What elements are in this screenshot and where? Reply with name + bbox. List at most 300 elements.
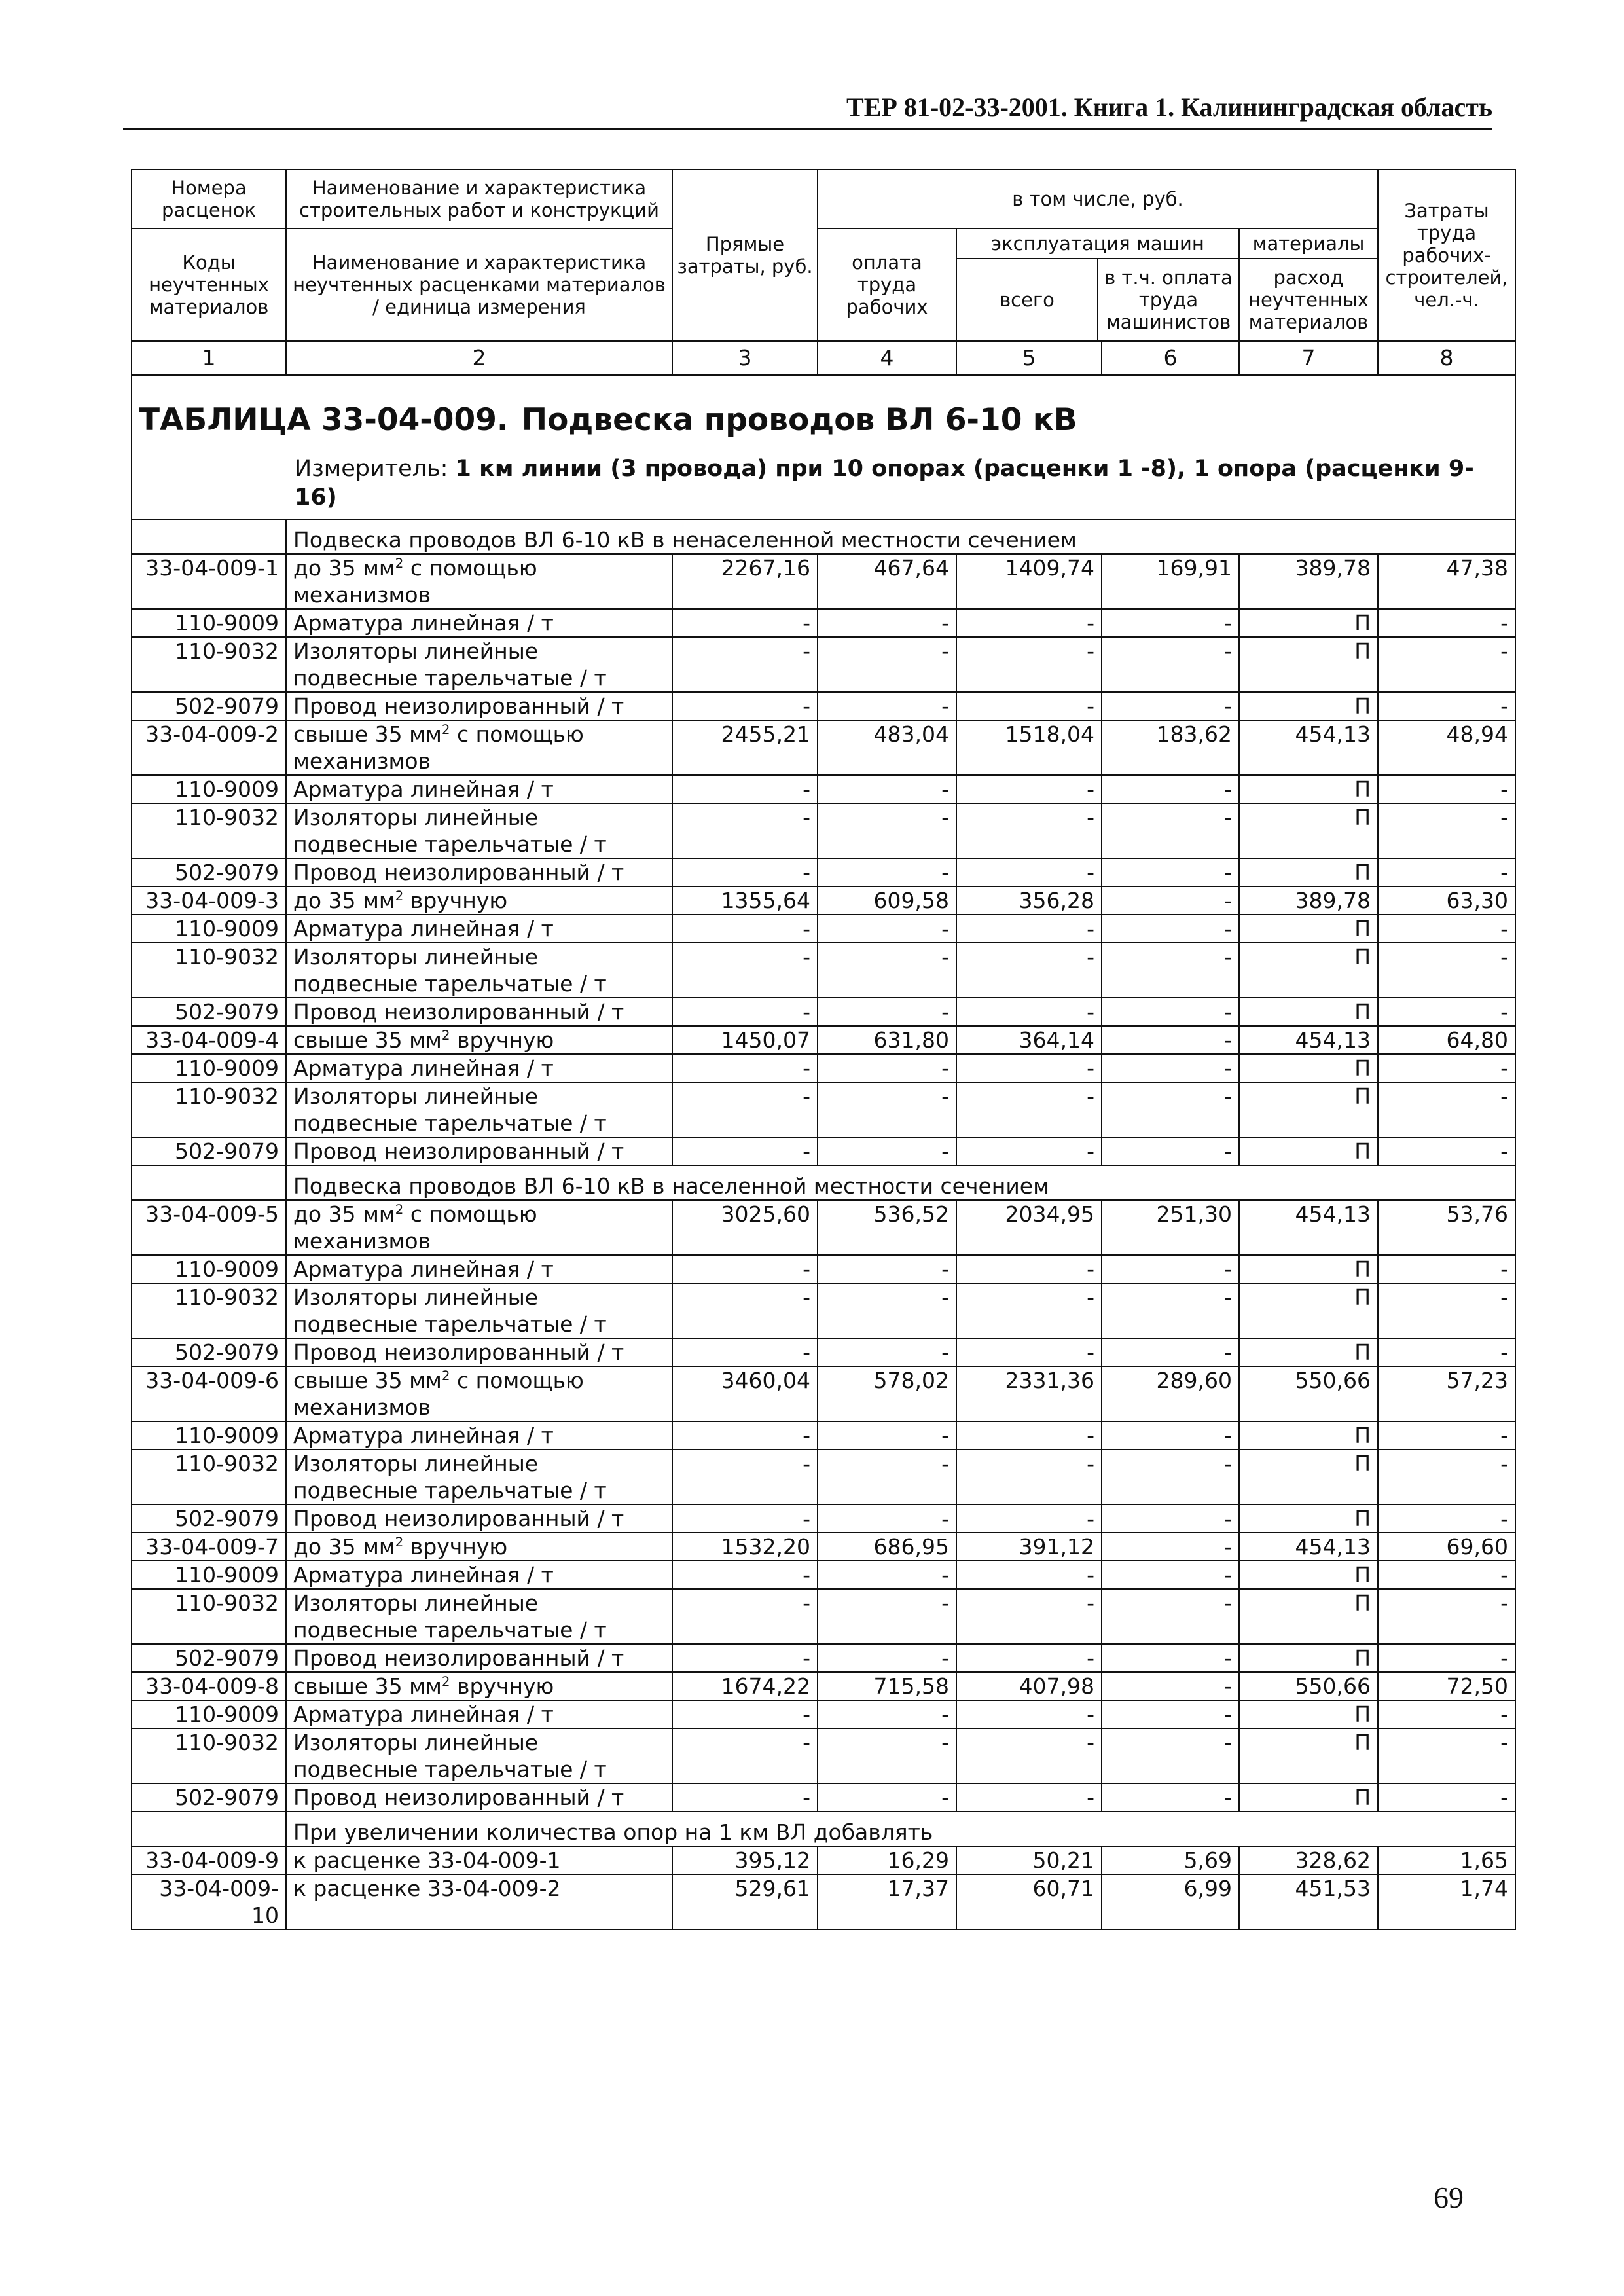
worker-pay: 715,58 xyxy=(818,1672,956,1700)
dash-value: - xyxy=(672,609,818,637)
header-materials-consumption: расход неучтенных материалов xyxy=(1248,266,1369,333)
table-meter xyxy=(295,454,1508,512)
materials-cost: 550,66 xyxy=(1239,1672,1378,1700)
worker-pay: 686,95 xyxy=(818,1533,956,1561)
table-title xyxy=(139,402,1508,439)
material-code: 502-9079 xyxy=(132,998,286,1026)
material-row xyxy=(132,1421,1515,1449)
dash-value: - xyxy=(818,1338,956,1366)
rate-name: до 35 $мм^2$ с помощью механизмов xyxy=(286,1200,672,1255)
machinist-pay: 289,60 xyxy=(1102,1366,1239,1421)
material-code: 502-9079 xyxy=(132,1504,286,1533)
section-heading-row xyxy=(132,519,1515,554)
dash-value: - xyxy=(672,915,818,943)
material-name: Изоляторы линейные подвесные тарельчатые / т xyxy=(286,1449,672,1504)
superscript: 2 xyxy=(395,1202,404,1217)
machines-total: 2331,36 xyxy=(956,1366,1102,1421)
column-number-4: 4 xyxy=(818,341,956,375)
dash-value: - xyxy=(956,692,1102,720)
dash-value: - xyxy=(1378,1255,1515,1283)
rate-code: 33-04-009-1 xyxy=(132,554,286,609)
machinist-pay: 251,30 xyxy=(1102,1200,1239,1255)
section-heading-row xyxy=(132,1165,1515,1200)
dash-value: - xyxy=(1378,1783,1515,1812)
rate-name: к расценке 33-04-009-2 xyxy=(286,1874,672,1929)
machines-total: 50,21 xyxy=(956,1846,1102,1874)
machines-total: 60,71 xyxy=(956,1874,1102,1929)
p-mark: П xyxy=(1239,1255,1378,1283)
material-row xyxy=(132,858,1515,886)
rate-code: 33-04-009-9 xyxy=(132,1846,286,1874)
dash-value: - xyxy=(1102,915,1239,943)
dash-value: - xyxy=(818,1054,956,1082)
direct-costs: 2455,21 xyxy=(672,720,818,775)
dash-value: - xyxy=(672,1644,818,1672)
dash-value: - xyxy=(1378,1728,1515,1783)
rate-code: 33-04-009-10 xyxy=(132,1874,286,1929)
p-mark: П xyxy=(1239,943,1378,998)
dash-value: - xyxy=(956,637,1102,692)
dash-value: - xyxy=(956,858,1102,886)
labor-hours: 48,94 xyxy=(1378,720,1515,775)
p-mark: П xyxy=(1239,1082,1378,1137)
rate-code: 33-04-009-2 xyxy=(132,720,286,775)
material-row xyxy=(132,1255,1515,1283)
material-code: 110-9009 xyxy=(132,1700,286,1728)
material-name: Изоляторы линейные подвесные тарельчатые / т xyxy=(286,637,672,692)
dash-value: - xyxy=(1378,1137,1515,1165)
rate-code: 33-04-009-8 xyxy=(132,1672,286,1700)
material-code: 110-9032 xyxy=(132,1449,286,1504)
direct-costs: 2267,16 xyxy=(672,554,818,609)
dash-value: - xyxy=(672,1561,818,1589)
p-mark: П xyxy=(1239,1561,1378,1589)
direct-costs: 1355,64 xyxy=(672,886,818,915)
dash-value: - xyxy=(1378,1700,1515,1728)
labor-hours: 72,50 xyxy=(1378,1672,1515,1700)
rate-code: 33-04-009-5 xyxy=(132,1200,286,1255)
machines-total: 2034,95 xyxy=(956,1200,1102,1255)
machines-total: 407,98 xyxy=(956,1672,1102,1700)
dash-value: - xyxy=(1102,943,1239,998)
worker-pay: 536,52 xyxy=(818,1200,956,1255)
p-mark: П xyxy=(1239,1504,1378,1533)
rate-name: свыше 35 $мм^2$ вручную xyxy=(286,1672,672,1700)
dash-value: - xyxy=(956,915,1102,943)
rate-name: к расценке 33-04-009-1 xyxy=(286,1846,672,1874)
dash-value: - xyxy=(1378,1589,1515,1644)
p-mark: П xyxy=(1239,1644,1378,1672)
material-row xyxy=(132,1283,1515,1338)
dash-value: - xyxy=(1378,609,1515,637)
labor-hours: 57,23 xyxy=(1378,1366,1515,1421)
material-row xyxy=(132,1700,1515,1728)
labor-hours: 69,60 xyxy=(1378,1533,1515,1561)
material-row xyxy=(132,1561,1515,1589)
superscript: 2 xyxy=(441,1674,450,1689)
dash-value: - xyxy=(1102,1082,1239,1137)
worker-pay: 467,64 xyxy=(818,554,956,609)
dash-value: - xyxy=(1378,915,1515,943)
dash-value: - xyxy=(672,1700,818,1728)
dash-value: - xyxy=(1378,858,1515,886)
materials-cost: 454,13 xyxy=(1239,1533,1378,1561)
dash-value: - xyxy=(818,1728,956,1783)
section-heading-code-cell xyxy=(132,1812,286,1846)
dash-value: - xyxy=(1102,1054,1239,1082)
dash-value: - xyxy=(818,915,956,943)
dash-value: - xyxy=(956,609,1102,637)
material-code: 502-9079 xyxy=(132,1137,286,1165)
material-name: Изоляторы линейные подвесные тарельчатые / т xyxy=(286,943,672,998)
section-heading-code-cell xyxy=(132,1165,286,1200)
header-worker-pay: оплата труда рабочих xyxy=(818,228,956,341)
material-row xyxy=(132,609,1515,637)
superscript: 2 xyxy=(441,722,450,737)
labor-hours: 53,76 xyxy=(1378,1200,1515,1255)
rate-row xyxy=(132,886,1515,915)
material-name: Провод неизолированный / т xyxy=(286,858,672,886)
dash-value: - xyxy=(672,1338,818,1366)
header-rate-number: Номера расценок xyxy=(132,170,286,228)
dash-value: - xyxy=(672,1421,818,1449)
p-mark: П xyxy=(1239,609,1378,637)
machinist-pay: - xyxy=(1102,1026,1239,1054)
dash-value: - xyxy=(1102,803,1239,858)
machinist-pay: 6,99 xyxy=(1102,1874,1239,1929)
materials-cost: 454,13 xyxy=(1239,1026,1378,1054)
rate-row xyxy=(132,1366,1515,1421)
direct-costs: 529,61 xyxy=(672,1874,818,1929)
section-heading-row xyxy=(132,1812,1515,1846)
dash-value: - xyxy=(1378,1338,1515,1366)
meter-text: 1 км линии (3 провода) при 10 опорах (расценки 1 -8), 1 опора (расценки 9-16) xyxy=(295,456,1474,511)
machinist-pay: 169,91 xyxy=(1102,554,1239,609)
material-code: 110-9032 xyxy=(132,1082,286,1137)
material-row xyxy=(132,1644,1515,1672)
rate-row xyxy=(132,1846,1515,1874)
dash-value: - xyxy=(1378,775,1515,803)
material-code: 110-9032 xyxy=(132,1283,286,1338)
material-code: 110-9009 xyxy=(132,1561,286,1589)
meter-prefix: Измеритель: xyxy=(295,456,448,482)
dash-value: - xyxy=(956,1338,1102,1366)
p-mark: П xyxy=(1239,1589,1378,1644)
material-row xyxy=(132,637,1515,692)
direct-costs: 1450,07 xyxy=(672,1026,818,1054)
dash-value: - xyxy=(956,1421,1102,1449)
material-row xyxy=(132,692,1515,720)
rate-name: свыше 35 $мм^2$ вручную xyxy=(286,1026,672,1054)
materials-cost: 550,66 xyxy=(1239,1366,1378,1421)
p-mark: П xyxy=(1239,1054,1378,1082)
dash-value: - xyxy=(956,1700,1102,1728)
material-code: 110-9009 xyxy=(132,1054,286,1082)
material-code: 110-9009 xyxy=(132,1421,286,1449)
rate-name: свыше 35 $мм^2$ с помощью механизмов xyxy=(286,1366,672,1421)
material-name: Изоляторы линейные подвесные тарельчатые / т xyxy=(286,1728,672,1783)
column-number-2: 2 xyxy=(286,341,672,375)
dash-value: - xyxy=(818,1783,956,1812)
material-name: Изоляторы линейные подвесные тарельчатые / т xyxy=(286,1283,672,1338)
dash-value: - xyxy=(1102,775,1239,803)
machines-total: 391,12 xyxy=(956,1533,1102,1561)
dash-value: - xyxy=(956,1561,1102,1589)
p-mark: П xyxy=(1239,1449,1378,1504)
header-including: в том числе, руб. xyxy=(818,170,1378,228)
header-materials-label: материалы xyxy=(1240,229,1377,259)
direct-costs: 3460,04 xyxy=(672,1366,818,1421)
material-row xyxy=(132,1449,1515,1504)
header-work-name: Наименование и характеристика строительных работ и конструкций xyxy=(286,170,672,228)
material-code: 502-9079 xyxy=(132,858,286,886)
header-machines xyxy=(956,228,1239,341)
dash-value: - xyxy=(672,637,818,692)
rate-row xyxy=(132,1533,1515,1561)
machines-total: 1409,74 xyxy=(956,554,1102,609)
material-row xyxy=(132,1504,1515,1533)
material-name: Изоляторы линейные подвесные тарельчатые / т xyxy=(286,1082,672,1137)
dash-value: - xyxy=(1102,1700,1239,1728)
material-name: Провод неизолированный / т xyxy=(286,998,672,1026)
superscript: 2 xyxy=(441,1028,450,1043)
dash-value: - xyxy=(956,1054,1102,1082)
material-code: 110-9009 xyxy=(132,775,286,803)
header-machines-sub xyxy=(957,259,1238,340)
worker-pay: 631,80 xyxy=(818,1026,956,1054)
dash-value: - xyxy=(818,609,956,637)
material-name: Арматура линейная / т xyxy=(286,1255,672,1283)
rate-row xyxy=(132,1200,1515,1255)
materials-cost: 389,78 xyxy=(1239,886,1378,915)
table-name: Подвеска проводов ВЛ 6-10 кВ xyxy=(521,402,1077,438)
column-number-3: 3 xyxy=(672,341,818,375)
header-machines-total: всего xyxy=(957,259,1098,340)
worker-pay: 609,58 xyxy=(818,886,956,915)
rate-code: 33-04-009-3 xyxy=(132,886,286,915)
dash-value: - xyxy=(1102,692,1239,720)
labor-hours: 63,30 xyxy=(1378,886,1515,915)
materials-cost: 451,53 xyxy=(1239,1874,1378,1929)
material-code: 502-9079 xyxy=(132,1783,286,1812)
machinist-pay: - xyxy=(1102,1672,1239,1700)
dash-value: - xyxy=(818,1082,956,1137)
dash-value: - xyxy=(818,1561,956,1589)
dash-value: - xyxy=(1378,1561,1515,1589)
dash-value: - xyxy=(818,1644,956,1672)
dash-value: - xyxy=(672,1589,818,1644)
dash-value: - xyxy=(1102,1421,1239,1449)
material-row xyxy=(132,1728,1515,1783)
dash-value: - xyxy=(818,858,956,886)
direct-costs: 3025,60 xyxy=(672,1200,818,1255)
table-title-row xyxy=(132,375,1515,519)
dash-value: - xyxy=(956,1449,1102,1504)
rate-row xyxy=(132,1874,1515,1929)
material-code: 110-9032 xyxy=(132,637,286,692)
dash-value: - xyxy=(672,1449,818,1504)
rate-code: 33-04-009-6 xyxy=(132,1366,286,1421)
dash-value: - xyxy=(956,1137,1102,1165)
column-number-5: 5 xyxy=(956,341,1102,375)
dash-value: - xyxy=(1102,1338,1239,1366)
dash-value: - xyxy=(1378,1082,1515,1137)
p-mark: П xyxy=(1239,1700,1378,1728)
material-name: Арматура линейная / т xyxy=(286,1561,672,1589)
dash-value: - xyxy=(1102,1589,1239,1644)
dash-value: - xyxy=(956,1504,1102,1533)
dash-value: - xyxy=(956,775,1102,803)
dash-value: - xyxy=(1378,998,1515,1026)
materials-cost: 454,13 xyxy=(1239,720,1378,775)
header-machines-label: эксплуатация машин xyxy=(957,229,1238,259)
dash-value: - xyxy=(956,998,1102,1026)
materials-cost: 454,13 xyxy=(1239,1200,1378,1255)
dash-value: - xyxy=(672,943,818,998)
dash-value: - xyxy=(818,692,956,720)
dash-value: - xyxy=(1378,943,1515,998)
machinist-pay: 183,62 xyxy=(1102,720,1239,775)
material-name: Провод неизолированный / т xyxy=(286,1644,672,1672)
dash-value: - xyxy=(818,943,956,998)
dash-value: - xyxy=(1102,858,1239,886)
column-number-8: 8 xyxy=(1378,341,1515,375)
column-numbers-row xyxy=(132,341,1515,375)
dash-value: - xyxy=(956,1644,1102,1672)
dash-value: - xyxy=(672,1504,818,1533)
dash-value: - xyxy=(956,1082,1102,1137)
dash-value: - xyxy=(1102,1137,1239,1165)
dash-value: - xyxy=(1102,1504,1239,1533)
superscript: 2 xyxy=(395,1535,404,1550)
worker-pay: 17,37 xyxy=(818,1874,956,1929)
dash-value: - xyxy=(1102,1561,1239,1589)
labor-hours: 64,80 xyxy=(1378,1026,1515,1054)
p-mark: П xyxy=(1239,1783,1378,1812)
dash-value: - xyxy=(1378,1644,1515,1672)
rate-row xyxy=(132,554,1515,609)
table-title-cell xyxy=(132,375,1515,519)
machines-total: 364,14 xyxy=(956,1026,1102,1054)
column-number-6: 6 xyxy=(1102,341,1239,375)
material-code: 502-9079 xyxy=(132,692,286,720)
direct-costs: 395,12 xyxy=(672,1846,818,1874)
material-code: 110-9009 xyxy=(132,1255,286,1283)
direct-costs: 1532,20 xyxy=(672,1533,818,1561)
dash-value: - xyxy=(1102,998,1239,1026)
rates-table-body xyxy=(132,170,1515,1929)
dash-value: - xyxy=(1102,609,1239,637)
dash-value: - xyxy=(672,803,818,858)
header-machinist-pay: в т.ч. оплата труда машинистов xyxy=(1104,266,1233,333)
dash-value: - xyxy=(1378,692,1515,720)
material-name: Арматура линейная / т xyxy=(286,915,672,943)
dash-value: - xyxy=(956,1783,1102,1812)
dash-value: - xyxy=(956,943,1102,998)
dash-value: - xyxy=(818,637,956,692)
worker-pay: 483,04 xyxy=(818,720,956,775)
dash-value: - xyxy=(818,1283,956,1338)
running-header: ТЕР 81-02-33-2001. Книга 1. Калининградская область xyxy=(846,92,1492,122)
materials-cost: 389,78 xyxy=(1239,554,1378,609)
p-mark: П xyxy=(1239,1338,1378,1366)
table-number: ТАБЛИЦА 33-04-009. xyxy=(139,402,509,438)
dash-value: - xyxy=(818,1421,956,1449)
rate-name: до 35 $мм^2$ вручную xyxy=(286,886,672,915)
dash-value: - xyxy=(818,775,956,803)
material-name: Изоляторы линейные подвесные тарельчатые / т xyxy=(286,803,672,858)
dash-value: - xyxy=(1378,1449,1515,1504)
material-name: Арматура линейная / т xyxy=(286,1421,672,1449)
material-name: Провод неизолированный / т xyxy=(286,692,672,720)
header-rule xyxy=(123,128,1492,130)
dash-value: - xyxy=(672,1082,818,1137)
material-row xyxy=(132,1137,1515,1165)
dash-value: - xyxy=(1102,1255,1239,1283)
material-row xyxy=(132,998,1515,1026)
dash-value: - xyxy=(672,998,818,1026)
dash-value: - xyxy=(1102,637,1239,692)
p-mark: П xyxy=(1239,915,1378,943)
dash-value: - xyxy=(818,1504,956,1533)
rate-name: до 35 $мм^2$ вручную xyxy=(286,1533,672,1561)
machinist-pay: - xyxy=(1102,886,1239,915)
dash-value: - xyxy=(956,1728,1102,1783)
dash-value: - xyxy=(956,1283,1102,1338)
material-row xyxy=(132,1082,1515,1137)
p-mark: П xyxy=(1239,803,1378,858)
dash-value: - xyxy=(672,1728,818,1783)
p-mark: П xyxy=(1239,998,1378,1026)
header-material-name: Наименование и характеристика неучтенных расценками материалов / единица измерения xyxy=(286,228,672,341)
dash-value: - xyxy=(818,1589,956,1644)
worker-pay: 578,02 xyxy=(818,1366,956,1421)
dash-value: - xyxy=(672,1255,818,1283)
p-mark: П xyxy=(1239,692,1378,720)
material-row xyxy=(132,915,1515,943)
superscript: 2 xyxy=(395,888,404,903)
material-code: 110-9032 xyxy=(132,803,286,858)
dash-value: - xyxy=(1378,1421,1515,1449)
material-name: Арматура линейная / т xyxy=(286,775,672,803)
worker-pay: 16,29 xyxy=(818,1846,956,1874)
material-code: 110-9032 xyxy=(132,1728,286,1783)
material-code: 110-9009 xyxy=(132,609,286,637)
dash-value: - xyxy=(672,858,818,886)
dash-value: - xyxy=(1102,1783,1239,1812)
labor-hours: 1,74 xyxy=(1378,1874,1515,1929)
column-number-7: 7 xyxy=(1239,341,1378,375)
dash-value: - xyxy=(1102,1449,1239,1504)
dash-value: - xyxy=(672,1283,818,1338)
dash-value: - xyxy=(1378,1283,1515,1338)
material-name: Арматура линейная / т xyxy=(286,609,672,637)
p-mark: П xyxy=(1239,1728,1378,1783)
material-row xyxy=(132,1589,1515,1644)
dash-value: - xyxy=(672,1783,818,1812)
material-row xyxy=(132,775,1515,803)
header-labor-hours: Затраты труда рабочих-строителей, чел.-ч. xyxy=(1378,170,1515,341)
dash-value: - xyxy=(672,775,818,803)
rate-code: 33-04-009-4 xyxy=(132,1026,286,1054)
p-mark: П xyxy=(1239,1283,1378,1338)
material-row xyxy=(132,943,1515,998)
p-mark: П xyxy=(1239,637,1378,692)
dash-value: - xyxy=(818,1137,956,1165)
material-name: Провод неизолированный / т xyxy=(286,1137,672,1165)
material-code: 110-9032 xyxy=(132,1589,286,1644)
dash-value: - xyxy=(956,803,1102,858)
